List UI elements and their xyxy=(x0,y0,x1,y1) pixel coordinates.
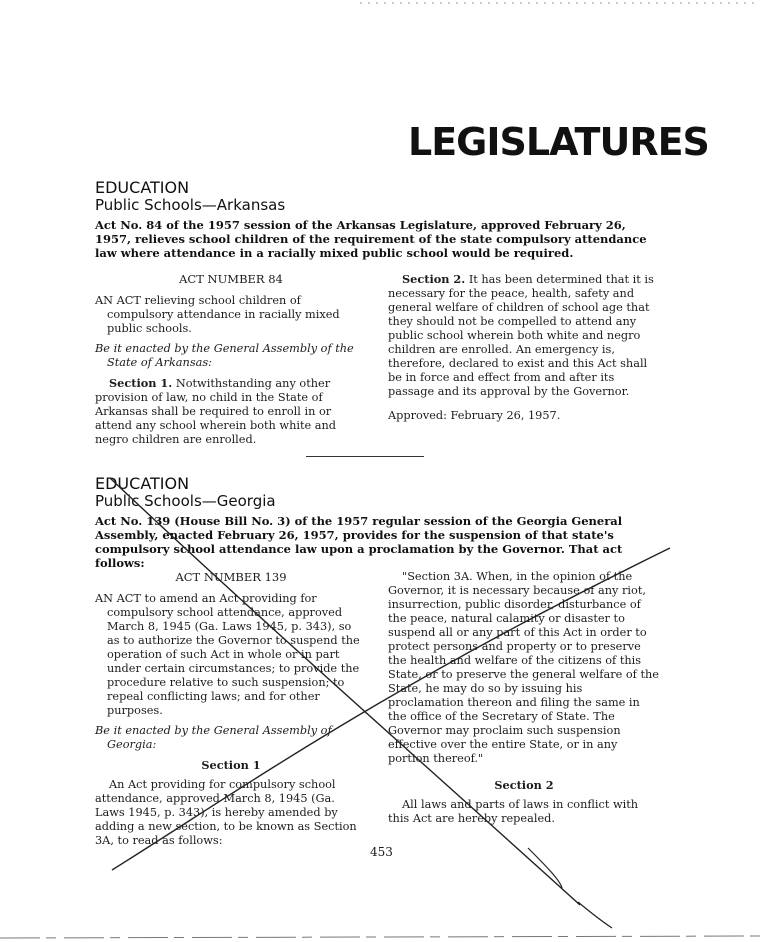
article1-section1-label: Section 1. xyxy=(109,376,173,390)
strike-line-descending xyxy=(110,478,580,905)
article1-summary: Act No. 84 of the 1957 session of the Arkansas Legislature, approved February 26, 1957, relieves school children of the requirement of the state compulsory attendance law where attendance in a racially mixed public school would be required. xyxy=(95,218,647,260)
article2-section1-text: An Act providing for compulsory school attendance, approved March 8, 1945 (Ga. Laws 1945, p. 343), is hereby amended by adding a new section, to be known as Section 3A, to read as follows: xyxy=(95,778,357,847)
article1-subtitle: Public Schools—Arkansas xyxy=(95,196,286,214)
article1-section2-label: Section 2. xyxy=(402,272,466,286)
article2-subtitle: Public Schools—Georgia xyxy=(95,492,276,510)
article2-section1-heading: Section 1 xyxy=(201,758,261,772)
bottom-scan-edge xyxy=(0,936,760,938)
article2-section2-heading: Section 2 xyxy=(494,778,554,792)
page-number: 453 xyxy=(370,845,393,859)
article2-section2-text: All laws and parts of laws in conflict with this Act are hereby repealed. xyxy=(388,798,639,825)
article1-section1-text: Notwithstanding any other provision of law, no child in the State of Arkansas shall be required to enroll in or attend any school wherein both white and negro children are enrolled. xyxy=(95,377,337,446)
strike-bottom-mark xyxy=(578,902,612,928)
article1-enacting-clause: Be it enacted by the General Assembly of the State of Arkansas: xyxy=(95,342,354,369)
article1-category: EDUCATION xyxy=(95,178,190,197)
article2-enacting-clause: Be it enacted by the General Assembly of Georgia: xyxy=(95,724,332,751)
strike-tail-mark xyxy=(528,848,562,888)
article2-category: EDUCATION xyxy=(95,474,190,493)
article2-act-caption: AN ACT to amend an Act providing for compulsory school attendance, approved March 8, 1945 (Ga. Laws 1945, p. 343), so as to authorize the Governor to suspend the operation of such Act in whole or in part under certain circumstances; to provide the procedure relative to such suspension; to repeal conflicting laws; and for other purposes. xyxy=(95,592,360,717)
article1-approved: Approved: February 26, 1957. xyxy=(388,409,561,422)
article2-summary: Act No. 139 (House Bill No. 3) of the 1957 regular session of the Georgia General Assembly, enacted February 26, 1957, provides for the suspension of that state's compulsory school attendance law upon a proclamation by the Governor. That act follows: xyxy=(95,514,623,570)
page-header: LEGISLATURES xyxy=(408,120,709,164)
article1-act-caption: AN ACT relieving school children of compulsory attendance in racially mixed public schools. xyxy=(95,294,340,335)
article2-act-title: ACT NUMBER 139 xyxy=(175,570,287,584)
article2-section3a-text: "Section 3A. When, in the opinion of the Governor, it is necessary because of any riot, insurrection, public disorder, disturbance of the peace, natural calamity or disaster to suspend all or any part of this Act in order to protect persons and property or to preserve the health and welfare of the citizens of this State, or to preserve the general welfare of the State, he may do so by issuing his proclamation thereon and filing the same in the office of the Secretary of State. The Governor may proclaim such suspension effective over the entire State, or in any portion thereof." xyxy=(388,570,659,765)
article1-act-title: ACT NUMBER 84 xyxy=(179,272,283,286)
article1-section2-text: It has been determined that it is necessary for the peace, health, safety and general welfare of children of school age that they should not be compelled to attend any public school wherein both white and negro children are enrolled. An emergency is, therefore, declared to exist and this Act shall be in force and effect from and after its passage and its approval by the Governor. xyxy=(388,273,654,398)
strike-line-ascending xyxy=(112,548,670,870)
